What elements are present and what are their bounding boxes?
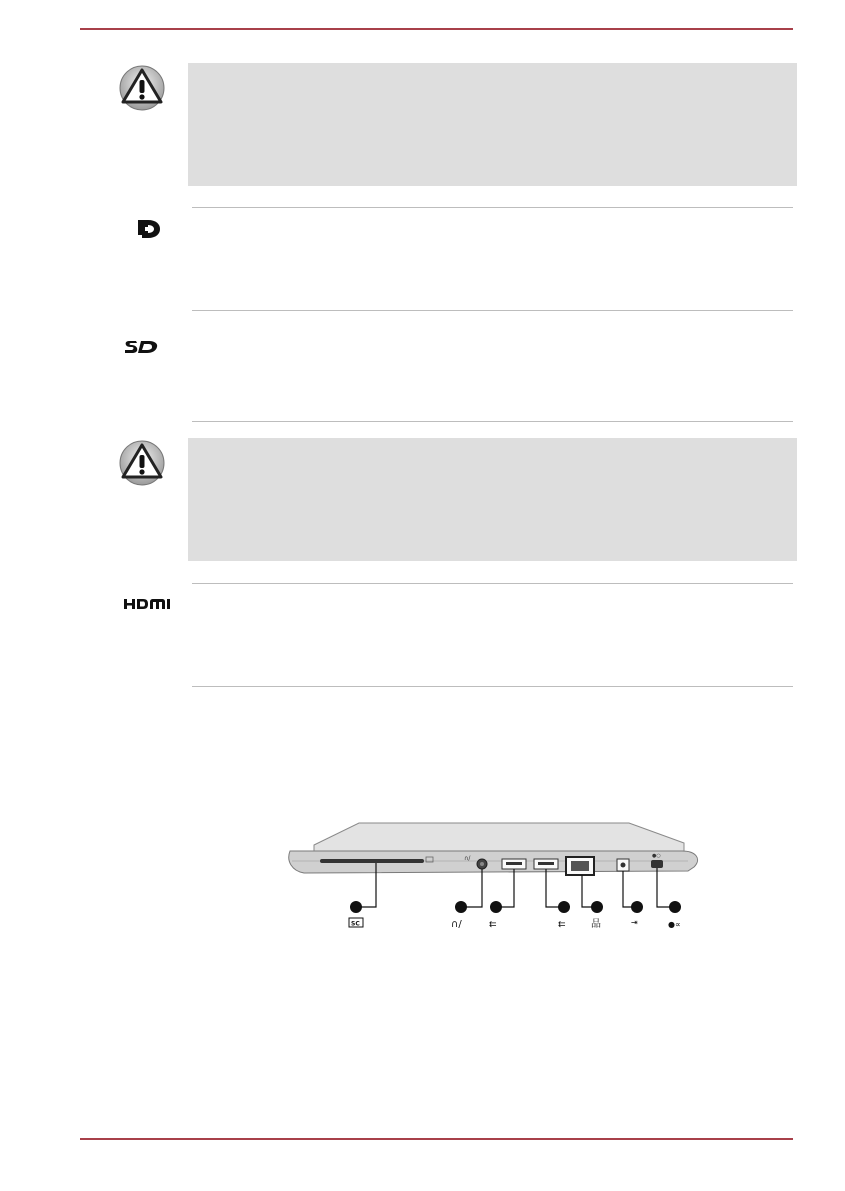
laptop-left-side-illustration xyxy=(284,815,708,935)
security-lock-slot xyxy=(651,860,663,868)
divider xyxy=(192,583,793,584)
lan-icon: 品 xyxy=(591,919,601,930)
dc-in-icon: ⇥ xyxy=(631,918,638,927)
svg-text:∩/: ∩/ xyxy=(464,855,471,862)
callout-marker xyxy=(669,901,681,913)
header-rule xyxy=(80,28,793,30)
divider xyxy=(192,686,793,687)
hdmi-logo-icon xyxy=(124,598,170,610)
callout-marker xyxy=(455,901,467,913)
warning-note-box xyxy=(188,438,797,561)
callout-marker xyxy=(490,901,502,913)
svg-text:SC: SC xyxy=(351,920,360,928)
divider xyxy=(192,310,793,311)
divider xyxy=(192,421,793,422)
warning-note-box xyxy=(188,63,797,186)
divider xyxy=(192,207,793,208)
usb-icon: ⇇ xyxy=(489,920,497,930)
laptop-lid xyxy=(314,823,684,851)
callout-marker xyxy=(350,901,362,913)
warning-icon xyxy=(118,64,166,112)
callout-marker xyxy=(631,901,643,913)
usb-icon: ⇇ xyxy=(558,920,566,930)
sd-card-logo-icon xyxy=(125,340,159,354)
security-lock-icon: ●∝ xyxy=(668,920,681,929)
footer-rule xyxy=(80,1138,793,1140)
callout-marker xyxy=(591,901,603,913)
svg-text:●○: ●○ xyxy=(652,853,661,859)
displayport-logo-icon xyxy=(136,219,166,239)
headphone-mic-icon: ∩/ xyxy=(451,919,462,930)
warning-icon xyxy=(118,439,166,487)
smart-card-slot xyxy=(320,859,424,863)
callout-marker xyxy=(558,901,570,913)
